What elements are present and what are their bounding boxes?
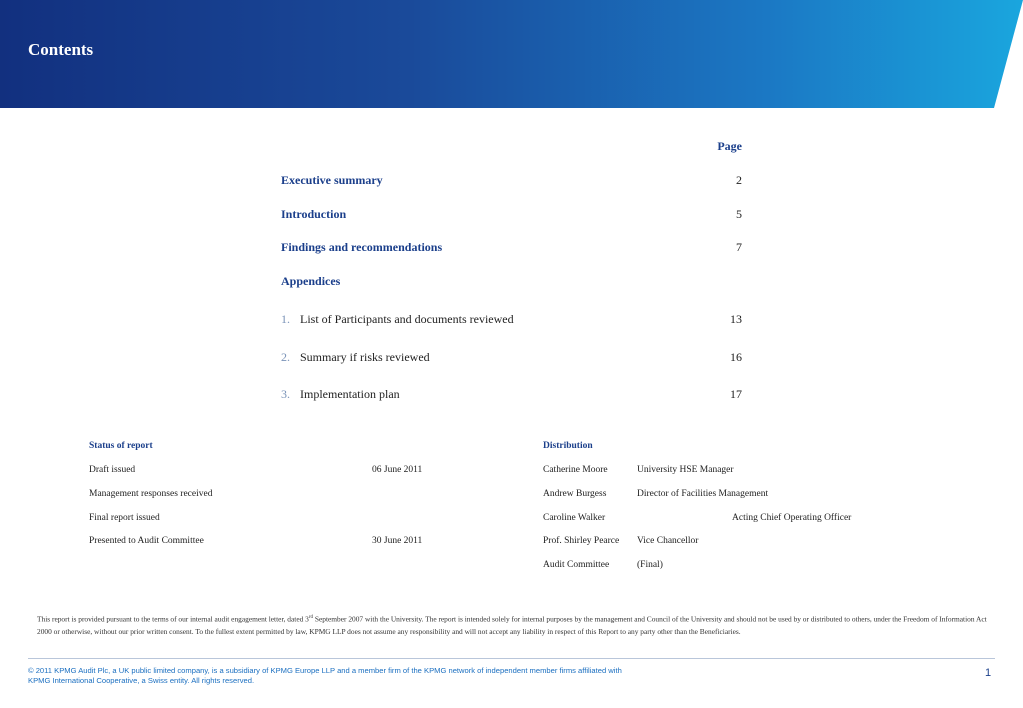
header-banner — [0, 0, 1023, 108]
appendix-number: 3. — [281, 387, 290, 401]
copyright-line-2: KPMG International Cooperative, a Swiss entity. All rights reserved. — [28, 676, 255, 685]
distribution-role: University HSE Manager — [637, 465, 734, 475]
toc-entry-findings[interactable] — [281, 240, 742, 256]
disclaimer-text — [37, 611, 992, 638]
appendix-page: 13 — [730, 312, 742, 326]
appendix-number: 1. — [281, 312, 290, 326]
appendix-label: List of Participants and documents reviewed — [300, 312, 514, 326]
status-label: Draft issued — [89, 465, 136, 475]
distribution-role: (Final) — [637, 560, 663, 570]
disclaimer-ordinal: rd — [308, 615, 314, 620]
toc-appendix-3[interactable] — [281, 387, 742, 403]
status-date: 30 June 2011 — [372, 536, 423, 546]
copyright-line-1: © 2011 KPMG Audit Plc, a UK public limited company, is a subsidiary of KPMG Europe LLP and a member firm of the KPMG network of independent member firms affiliated with — [28, 666, 622, 675]
toc-entry-introduction[interactable] — [281, 207, 742, 223]
status-heading: Status of report — [89, 441, 153, 451]
appendix-page: 17 — [730, 387, 742, 401]
distribution-name: Andrew Burgess — [543, 489, 607, 499]
page-title: Contents — [28, 40, 94, 59]
status-label: Presented to Audit Committee — [89, 536, 204, 546]
footer-divider — [28, 658, 995, 659]
toc-appendix-1[interactable] — [281, 312, 742, 328]
toc-entry-label: Introduction — [281, 207, 347, 221]
toc-page-column-header: Page — [717, 139, 742, 153]
appendix-label: Implementation plan — [300, 387, 400, 401]
toc-entry-label: Findings and recommendations — [281, 240, 443, 254]
status-label: Management responses received — [89, 489, 213, 499]
disclaimer-part2: September 2007 with the University. The report is intended solely for internal purposes by the management and Council of the University and should not be used by or distributed to others, under the Freedom of Information Act 2000 or otherwise, without our prior written consent. To the fullest extent permitted by law, KPMG LLP does not assume any responsibility and will not accept any liability in respect of this Report to any party other than the Beneficiaries. — [37, 614, 987, 637]
distribution-role: Acting Chief Operating Officer — [732, 513, 852, 523]
distribution-role: Vice Chancellor — [637, 536, 699, 546]
distribution-role: Director of Facilities Management — [637, 489, 769, 499]
distribution-name: Audit Committee — [543, 560, 610, 570]
disclaimer-part1: This report is provided pursuant to the terms of our internal audit engagement letter, dated 3 — [37, 614, 309, 624]
distribution-name: Catherine Moore — [543, 465, 608, 475]
appendix-number: 2. — [281, 350, 290, 364]
distribution-name: Prof. Shirley Pearce — [543, 536, 620, 546]
toc-entry-executive-summary[interactable] — [281, 173, 742, 189]
toc-entry-page: 7 — [736, 240, 742, 254]
status-label: Final report issued — [89, 513, 160, 523]
page-number: 1 — [985, 667, 992, 679]
toc-appendices-label: Appendices — [281, 274, 341, 288]
toc-appendix-2[interactable] — [281, 350, 742, 366]
distribution-heading: Distribution — [543, 441, 593, 451]
toc-entry-label: Executive summary — [281, 173, 383, 187]
toc-entry-page: 2 — [736, 173, 742, 187]
toc-appendices-heading[interactable] — [281, 274, 742, 290]
appendix-label: Summary if risks reviewed — [300, 350, 430, 364]
footer-copyright — [28, 666, 668, 686]
appendix-page: 16 — [730, 350, 742, 364]
status-date: 06 June 2011 — [372, 465, 423, 475]
distribution-name: Caroline Walker — [543, 513, 606, 523]
toc-entry-page: 5 — [736, 207, 742, 221]
